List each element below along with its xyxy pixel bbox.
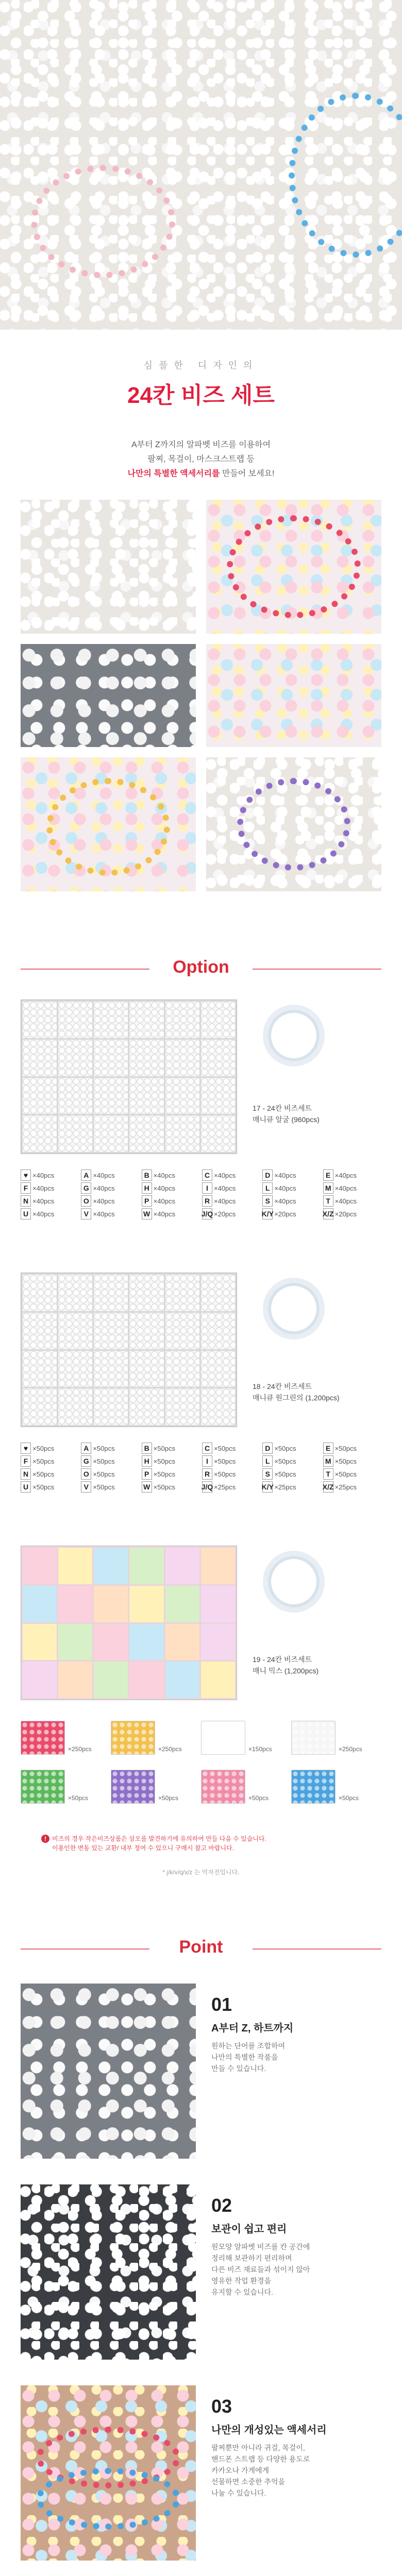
letter-count: ×50pcs [214,1457,236,1465]
letter-count-cell [81,1195,139,1207]
letter-count-cell [262,1195,321,1207]
letter-count: ×40pcs [153,1210,175,1218]
letter-bead: O [81,1468,91,1480]
point-03-title: 나만의 개성있는 액세서리 [211,2425,327,2436]
bracelet-illustration [36,2468,180,2530]
bracelet-illustration [46,778,170,876]
intro-desc-highlight: 나만의 특별한 액세서리를 [127,469,220,478]
letter-count-cell [262,1182,321,1194]
color-swatch [291,1721,336,1755]
letter-count: ×50pcs [93,1483,115,1491]
heart-bead-icon: ♥ [21,1443,31,1454]
lifestyle-photo [21,644,196,747]
letter-count: ×50pcs [153,1457,175,1465]
letter-count-cell [21,1443,79,1454]
letter-bead: U [21,1481,31,1493]
bead-organizer-17 [21,999,237,1154]
letter-count: ×25pcs [274,1483,296,1491]
letter-bead: E [323,1170,333,1181]
letter-count-cell [323,1455,381,1467]
letter-count: ×40pcs [32,1210,55,1218]
letter-bead: N [21,1195,31,1207]
point-03-desc: 팔찌뿐만 아니라 귀걸, 목걸이, 핸드폰 스트랩 등 다양한 용도로 카카오나 가게에게 선물하면 소중한 추억을 나눌 수 있습니다. [211,2444,310,2497]
letter-count: ×50pcs [214,1444,236,1452]
letter-note: * j/k/v/q/x/z 는 억자전입니다. [162,1869,240,1876]
letter-bead: D [262,1443,273,1454]
letter-count: ×40pcs [93,1184,115,1192]
option-19-label [253,1654,319,1676]
letter-count-cell [21,1455,79,1467]
letter-count-cell [262,1208,321,1219]
letter-bead: P [142,1195,152,1207]
point-01-number: 01 [211,1994,232,2015]
letter-bead: C [202,1170,212,1181]
swatch-quantity: ×250pcs [68,1745,92,1753]
letter-bead: H [142,1455,152,1467]
letter-count: ×50pcs [274,1457,296,1465]
letter-count-table-18 [21,1443,381,1493]
letter-count: ×20pcs [334,1210,357,1218]
letter-bead: D [262,1170,273,1181]
swatch-quantity: ×50pcs [68,1794,89,1802]
color-swatch [111,1721,155,1755]
letter-count: ×40pcs [334,1171,357,1179]
letter-bead: X/Z [323,1481,333,1493]
letter-bead: W [142,1208,152,1219]
letter-bead: F [21,1455,31,1467]
letter-count-cell [323,1170,381,1181]
bead-organizer-18 [21,1273,237,1427]
color-swatch [201,1770,245,1804]
point-02-title: 보관이 쉽고 편리 [211,2224,287,2235]
letter-count-cell [81,1170,139,1181]
lifestyle-photo [21,500,196,634]
color-swatch [21,1721,65,1755]
letter-bead: H [142,1182,152,1194]
letter-count-cell [142,1455,200,1467]
letter-count: ×50pcs [32,1483,55,1491]
option-19-line1: 19 - 24칸 비즈세트 [253,1655,312,1664]
lifestyle-photo [21,757,196,891]
letter-count: ×50pcs [93,1470,115,1478]
letter-count: ×50pcs [214,1470,236,1478]
swatch-quantity: ×50pcs [339,1794,359,1802]
letter-bead: C [202,1443,212,1454]
option-19-line2: 매니 믹스 (1,200pcs) [253,1667,319,1675]
swatch-quantity: ×50pcs [158,1794,179,1802]
point-03-number: 03 [211,2396,232,2417]
letter-count: ×40pcs [274,1197,296,1205]
option-title: Option [173,957,229,977]
point-01-photo [21,1984,196,2159]
lifestyle-photo [206,644,381,747]
bracelet-illustration [289,93,402,258]
warning-icon: ! [41,1835,49,1843]
letter-count-cell [142,1170,200,1181]
letter-count: ×40pcs [93,1197,115,1205]
hero-photo [0,0,402,330]
letter-count: ×20pcs [274,1210,296,1218]
letter-bead: R [202,1468,212,1480]
bead-organizer-19 [21,1546,237,1700]
letter-count-cell [202,1170,260,1181]
letter-bead: I [202,1182,212,1194]
letter-bead: P [142,1468,152,1480]
option-18-line1: 18 - 24칸 비즈세트 [253,1382,312,1391]
letter-bead: L [262,1182,273,1194]
letter-count: ×20pcs [214,1210,236,1218]
letter-count: ×50pcs [32,1470,55,1478]
letter-count: ×50pcs [274,1444,296,1452]
letter-count-cell [323,1195,381,1207]
swatch-quantity: ×50pcs [248,1794,269,1802]
intro-desc-line [0,467,402,481]
swatch-quantity: ×250pcs [339,1745,362,1753]
letter-bead: V [81,1208,91,1219]
option-17-line1: 17 - 24칸 비즈세트 [253,1104,312,1112]
letter-count-cell [21,1468,79,1480]
letter-count-cell [81,1455,139,1467]
letter-bead: A [81,1170,91,1181]
letter-count-cell [21,1208,79,1219]
letter-count-cell [81,1481,139,1493]
letter-count: ×50pcs [93,1457,115,1465]
letter-count-cell [81,1182,139,1194]
option-18-line2: 매니큐 원그린의 (1,200pcs) [253,1394,340,1402]
letter-bead: S [262,1468,273,1480]
letter-count: ×40pcs [334,1197,357,1205]
intro-desc-rest: 만들어 보세요! [220,469,275,478]
section-divider [253,969,381,970]
letter-count-cell [142,1468,200,1480]
letter-bead: T [323,1468,333,1480]
heart-bead-icon: ♥ [21,1170,31,1181]
letter-count-cell [202,1195,260,1207]
option-17-label [253,1103,320,1125]
letter-count: ×40pcs [214,1171,236,1179]
letter-count: ×40pcs [32,1197,55,1205]
letter-count-cell [21,1170,79,1181]
intro-small-title: 심플한 디자인의 [143,360,259,370]
intro-desc-line: 팔찌, 목걸이, 마스크스트랩 등 [147,455,255,464]
letter-bead: F [21,1182,31,1194]
letter-bead: M [323,1182,333,1194]
letter-count-cell [142,1481,200,1493]
letter-bead: K/Y [262,1208,273,1219]
letter-bead: M [323,1455,333,1467]
bracelet-illustration [31,165,175,278]
point-01-desc: 원하는 단어를 조합하여 나만의 특별한 작품을 만들 수 있습니다. [211,2042,286,2073]
option-18-label [253,1381,340,1403]
option-17-line2: 매니큐 알굴 (960pcs) [253,1115,320,1124]
bracelet-illustration [227,515,361,618]
color-swatch [201,1721,245,1755]
letter-bead: B [142,1170,152,1181]
letter-bead: L [262,1455,273,1467]
letter-count: ×40pcs [153,1184,175,1192]
letter-count-cell [202,1455,260,1467]
letter-count: ×25pcs [334,1483,357,1491]
point-01-title: A부터 Z, 하트까지 [211,2023,294,2034]
letter-count: ×50pcs [334,1444,357,1452]
intro-big-title: 24칸 비즈 세트 [127,383,275,408]
letter-bead: X/Z [323,1208,333,1219]
letter-bead: T [323,1195,333,1207]
point-02-photo [21,2184,196,2360]
letter-count: ×50pcs [153,1444,175,1452]
letter-count-cell [21,1195,79,1207]
elastic-cord-spool [263,1278,325,1340]
letter-bead: G [81,1182,91,1194]
letter-count-cell [202,1208,260,1219]
letter-bead: I [202,1455,212,1467]
letter-count: ×40pcs [153,1197,175,1205]
letter-count: ×50pcs [334,1470,357,1478]
letter-count-cell [262,1443,321,1454]
warning-line: 이용인한 변동 있는 교환/ 내부 정여 수 있으니 구매시 참고 바랍니다. [52,1844,234,1852]
letter-bead: B [142,1443,152,1454]
letter-count-cell [202,1182,260,1194]
letter-count: ×50pcs [334,1457,357,1465]
letter-count-table-17 [21,1170,381,1219]
letter-count-cell [323,1481,381,1493]
point-title: Point [179,1937,223,1957]
letter-bead: O [81,1195,91,1207]
letter-count-cell [142,1208,200,1219]
intro-desc-line: A부터 Z까지의 알파벳 비즈를 이용하여 [131,440,271,449]
letter-bead: S [262,1195,273,1207]
letter-bead: N [21,1468,31,1480]
letter-count-cell [323,1208,381,1219]
letter-count: ×25pcs [214,1483,236,1491]
letter-count: ×40pcs [93,1210,115,1218]
point-02-desc: 원모양 알파벳 비즈를 칸 공간에 정리해 보관하기 편리하며 다른 비즈 재료들과 섞이지 않아 영유한 작업 환경을 유지할 수 있습니다. [211,2243,310,2296]
intro-heading [0,358,402,410]
letter-count-cell [202,1443,260,1454]
elastic-cord-spool [263,1005,325,1066]
letter-count-cell [21,1182,79,1194]
letter-bead: J/Q [202,1208,212,1219]
point-02-number: 02 [211,2195,232,2216]
letter-count: ×50pcs [32,1444,55,1452]
elastic-cord-spool [263,1551,325,1613]
letter-count-cell [202,1468,260,1480]
letter-count-cell [142,1195,200,1207]
warning-line: ! 비즈의 경우 작은비즈상품은 삼오를 발견하기에 유의하여 만들 다음 수 있습니다. [41,1834,371,1843]
letter-count: ×40pcs [214,1197,236,1205]
letter-bead: A [81,1443,91,1454]
lifestyle-photo [206,500,381,634]
letter-count-cell [262,1481,321,1493]
letter-bead: W [142,1481,152,1493]
letter-bead: V [81,1481,91,1493]
letter-count-cell [142,1182,200,1194]
letter-bead: G [81,1455,91,1467]
swatch-quantity: ×250pcs [158,1745,182,1753]
letter-count-cell [21,1481,79,1493]
letter-count-cell [323,1182,381,1194]
letter-bead: U [21,1208,31,1219]
lifestyle-photo [206,757,381,891]
letter-count: ×40pcs [32,1184,55,1192]
intro-description [0,438,402,481]
letter-bead: K/Y [262,1481,273,1493]
letter-count: ×40pcs [334,1184,357,1192]
point-03-photo [21,2385,196,2561]
letter-count: ×40pcs [274,1184,296,1192]
letter-count-cell [323,1468,381,1480]
letter-bead: E [323,1443,333,1454]
letter-count: ×50pcs [32,1457,55,1465]
letter-count-cell [81,1443,139,1454]
letter-count: ×50pcs [153,1470,175,1478]
letter-count-cell [81,1208,139,1219]
letter-count-cell [81,1468,139,1480]
section-divider [253,1948,381,1950]
warning-note [41,1834,371,1853]
letter-count: ×50pcs [93,1444,115,1452]
bracelet-illustration [237,778,350,871]
color-swatch-group [21,1721,381,1824]
letter-count-cell [142,1443,200,1454]
letter-count: ×40pcs [274,1171,296,1179]
letter-count-cell [202,1481,260,1493]
letter-bead: J/Q [202,1481,212,1493]
letter-count: ×40pcs [153,1171,175,1179]
letter-count: ×40pcs [32,1171,55,1179]
letter-count: ×50pcs [274,1470,296,1478]
letter-count-cell [262,1468,321,1480]
color-swatch [21,1770,65,1804]
letter-bead: R [202,1195,212,1207]
color-swatch [111,1770,155,1804]
color-swatch [291,1770,336,1804]
letter-count-cell [262,1170,321,1181]
letter-count-cell [323,1443,381,1454]
letter-count: ×40pcs [214,1184,236,1192]
letter-count: ×40pcs [93,1171,115,1179]
letter-count: ×50pcs [153,1483,175,1491]
letter-count-cell [262,1455,321,1467]
swatch-quantity: ×150pcs [248,1745,272,1753]
